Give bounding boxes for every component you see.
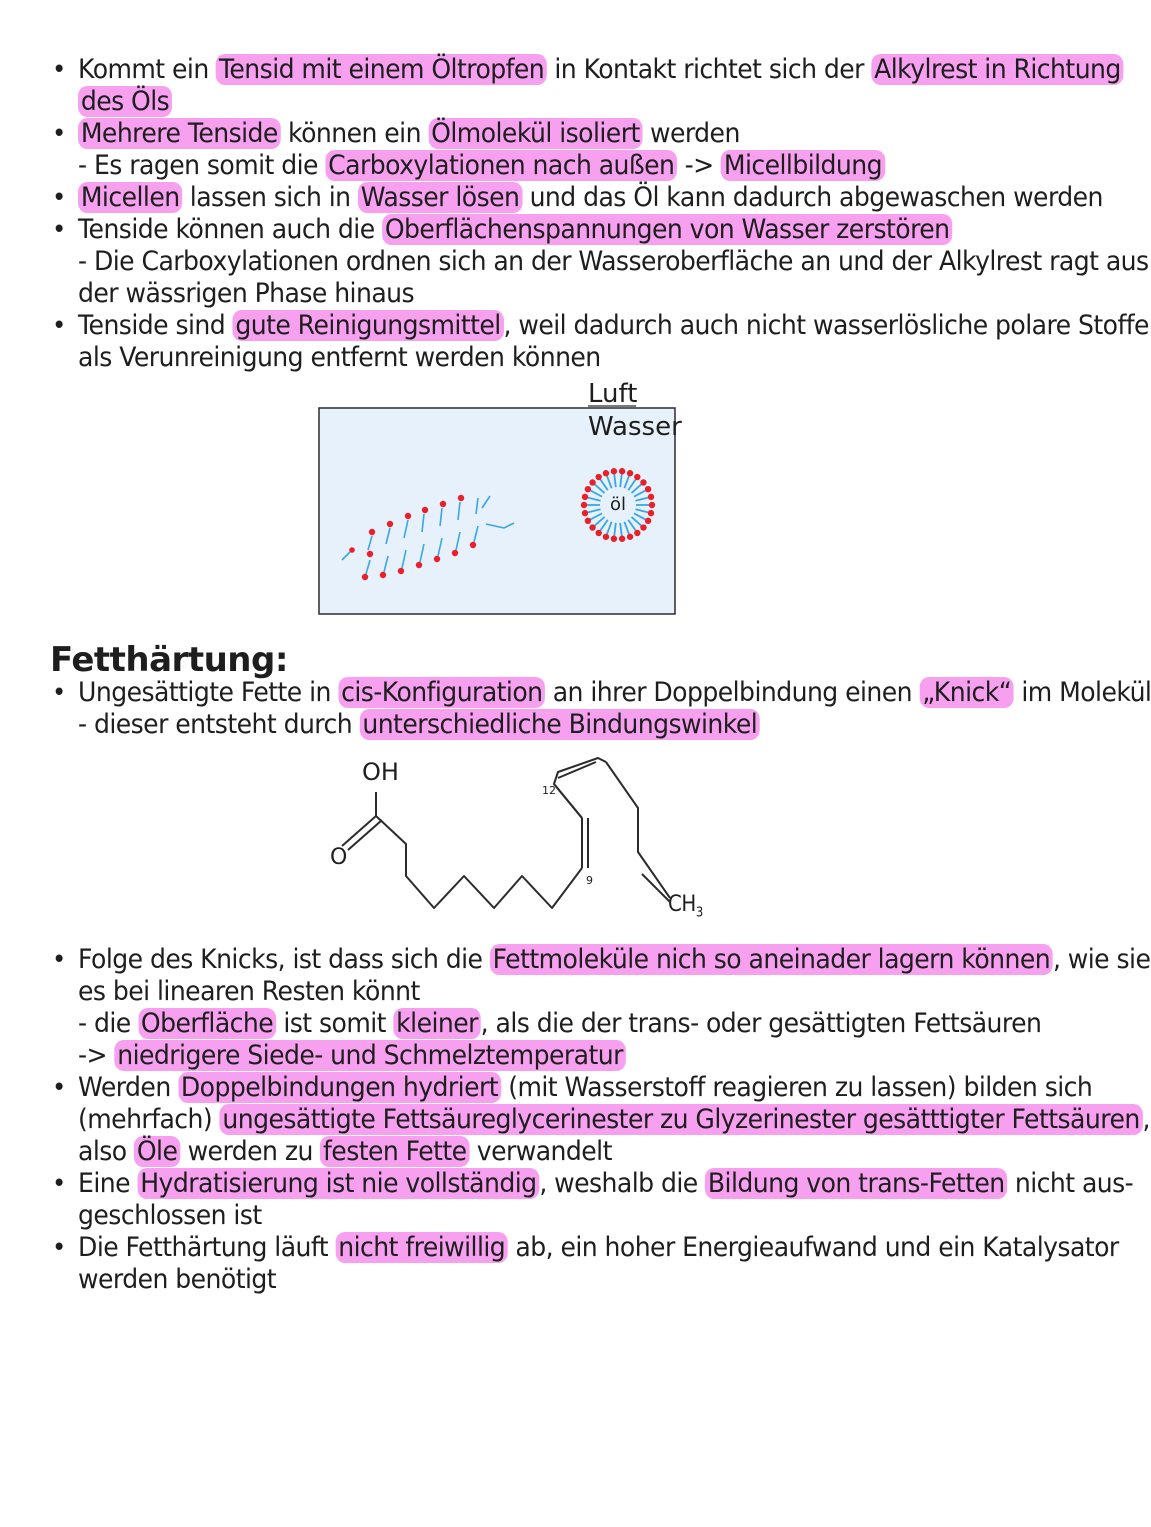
micelle-head: [603, 534, 609, 540]
bullet-dot: •: [52, 215, 66, 245]
bullet-dot: •: [52, 311, 66, 341]
micelle-head: [585, 518, 591, 524]
micelle-head: [645, 518, 651, 524]
micelle-head: [611, 468, 617, 474]
highlight: Hydratisierung ist nie vollständig: [137, 1168, 539, 1199]
bullet-continuation: als Verunreinigung entfernt werden können: [78, 342, 601, 373]
micelle-head: [589, 524, 595, 530]
highlight: gute Reinigungsmittel: [233, 310, 504, 341]
bullet-dot: •: [52, 183, 66, 213]
highlight: Carboxylationen nach außen: [325, 150, 677, 181]
sub-point-oberflaeche: - die Oberfläche ist somit kleiner , als die der trans- oder gesättigten Fettsäuren: [78, 1008, 1042, 1039]
micelle-head: [649, 502, 655, 508]
sub-point-micellbildung: - Es ragen somit die Carboxylationen nach außen -> Micellbildung: [52, 150, 982, 182]
bullet-dot: •: [52, 945, 66, 975]
bullet-continuation: geschlossen ist: [78, 1200, 262, 1231]
bullet-continuation: es bei linearen Resten könnt: [78, 976, 420, 1007]
tenside-list: [52, 54, 1149, 374]
tail-bond: [554, 784, 582, 818]
bullet-dot: •: [52, 1233, 66, 1263]
highlight: des Öls: [78, 86, 172, 117]
highlight: Mehrere Tenside: [78, 118, 281, 149]
highlight: Bildung von trans-Fetten: [705, 1168, 1007, 1199]
highlight: Micellen: [78, 182, 182, 213]
bullet-dot: •: [52, 1169, 66, 1199]
highlight: ungesättigte Fettsäureglycerinester zu Glyzerinester gesätttigter Fettsäuren: [220, 1104, 1143, 1135]
highlight: Oberflächenspannungen von Wasser zerstören: [382, 214, 952, 245]
micelle-head: [589, 479, 595, 485]
bullet-tensid-oeltropfen: • Kommt ein Tensid mit einem Öltropfen in Kontakt richtet sich der Alkylrest in Richtung: [52, 54, 982, 86]
micelle-head: [640, 524, 646, 530]
carbon-9-label: 9: [586, 874, 593, 887]
highlight: kleiner: [393, 1008, 480, 1039]
highlight: Oberfläche: [138, 1008, 276, 1039]
highlight: Tensid mit einem Öltropfen: [216, 54, 547, 85]
micelle-head: [627, 470, 633, 476]
micelle-diagram: [318, 378, 682, 618]
micelle-head: [648, 510, 654, 516]
micelle-head: [634, 474, 640, 480]
micelle-head: [648, 494, 654, 500]
highlight: unterschiedliche Bindungswinkel: [360, 709, 760, 740]
micelle-head: [582, 510, 588, 516]
sub-point-carboxylationen: - Die Carboxylationen ordnen sich an der Wasseroberfläche an und der Alkylrest ragt aus: [78, 246, 1149, 277]
bullet-nicht-freiwillig: • Die Fetthärtung läuft nicht freiwillig ab, ein hoher Energieaufwand und ein Katalysator: [52, 1232, 1119, 1263]
highlight: Alkylrest in Richtung: [871, 54, 1123, 85]
bullet-cis-konfiguration: • Ungesättigte Fette in cis-Konfiguration an ihrer Doppelbindung einen „Knick“ im Molekül: [52, 677, 1151, 708]
methyl-group-label: $CH_3$: [668, 892, 703, 921]
micelle-head: [619, 468, 625, 474]
highlight: niedrigere Siede- und Schmelztemperatur: [114, 1040, 625, 1071]
bullet-hydratisierung: • Eine Hydratisierung ist nie vollständig , weshalb die Bildung von trans-Fetten nicht aus-: [52, 1168, 1134, 1199]
fatty-acid-structure: [300, 748, 640, 928]
highlight: festen Fette: [320, 1136, 469, 1167]
hydroxyl-label: OH: [362, 758, 399, 786]
bullet-continuation: [52, 86, 982, 118]
bullet-reinigungsmittel: • Tenside sind gute Reinigungsmittel , weil dadurch auch nicht wasserlösliche polare Stoffe: [52, 310, 1149, 341]
water-label: Wasser: [588, 412, 682, 442]
sub-point-siedetemperatur: -> niedrigere Siede- und Schmelztemperatur: [52, 1040, 982, 1072]
micelle-head: [585, 486, 591, 492]
air-label: Luft: [588, 379, 638, 409]
micelle-head: [640, 479, 646, 485]
bullet-hydrierung: • Werden Doppelbindungen hydriert (mit Wasserstoff reagieren zu lassen) bilden sich: [52, 1072, 1093, 1103]
carbon-12-label: 12: [542, 784, 556, 797]
micelle-head: [582, 494, 588, 500]
bullet-dot: •: [52, 1073, 66, 1103]
bullet-mehrere-tenside: • Mehrere Tenside können ein Ölmolekül isoliert werden: [52, 118, 740, 149]
highlight: Micellbildung: [721, 150, 885, 181]
micelle-head: [595, 530, 601, 536]
sub-point-bindungswinkel: - dieser entsteht durch unterschiedliche Bindungswinkel: [52, 709, 982, 741]
highlight: „Knick“: [919, 677, 1014, 708]
fetthaertung-intro: [52, 677, 1151, 741]
methyl-bond: [640, 872, 674, 906]
bullet-continuation: werden benötigt: [78, 1264, 277, 1295]
section-heading-fetthaertung: Fetthärtung:: [50, 640, 288, 680]
micelle-head: [627, 534, 633, 540]
highlight: Öle: [134, 1136, 180, 1167]
micelle-head: [581, 502, 587, 508]
bullet-continuation: also Öle werden zu festen Fette verwandelt: [78, 1136, 612, 1167]
highlight: Ölmolekül isoliert: [428, 118, 642, 149]
highlight: cis-Konfiguration: [338, 677, 545, 708]
carbonyl-oxygen-label: O: [330, 845, 348, 870]
bullet-oberflaechenspannung: • Tenside können auch die Oberflächenspannungen von Wasser zerstören: [52, 214, 982, 246]
highlight: nicht freiwillig: [335, 1232, 508, 1263]
bullet-micellen: • Micellen lassen sich in Wasser lösen und das Öl kann dadurch abgewaschen werden: [52, 182, 1103, 213]
micelle-head: [634, 530, 640, 536]
highlight: Fettmoleküle nich so aneinader lagern können: [490, 944, 1053, 975]
micelle-head: [603, 470, 609, 476]
highlight: Wasser lösen: [358, 182, 522, 213]
micelle-head: [595, 474, 601, 480]
micelle-head: [611, 536, 617, 542]
bullet-continuation: der wässrigen Phase hinaus: [78, 278, 415, 309]
bullet-folge-des-knicks: • Folge des Knicks, ist dass sich die Fettmoleküle nich so aneinader lagern können , wie sie: [52, 944, 1151, 975]
bullet-continuation: (mehrfach) ungesättigte Fettsäureglycerinester zu Glyzerinester gesätttigter Fettsäuren ,: [78, 1104, 1150, 1135]
fetthaertung-details: [52, 944, 1151, 1296]
micelle-head: [645, 486, 651, 492]
bullet-dot: •: [52, 678, 66, 708]
highlight: Doppelbindungen hydriert: [178, 1072, 501, 1103]
bullet-dot: •: [52, 119, 66, 149]
oil-label: öl: [609, 494, 627, 515]
micelle-head: [619, 536, 625, 542]
bullet-dot: •: [52, 55, 66, 85]
